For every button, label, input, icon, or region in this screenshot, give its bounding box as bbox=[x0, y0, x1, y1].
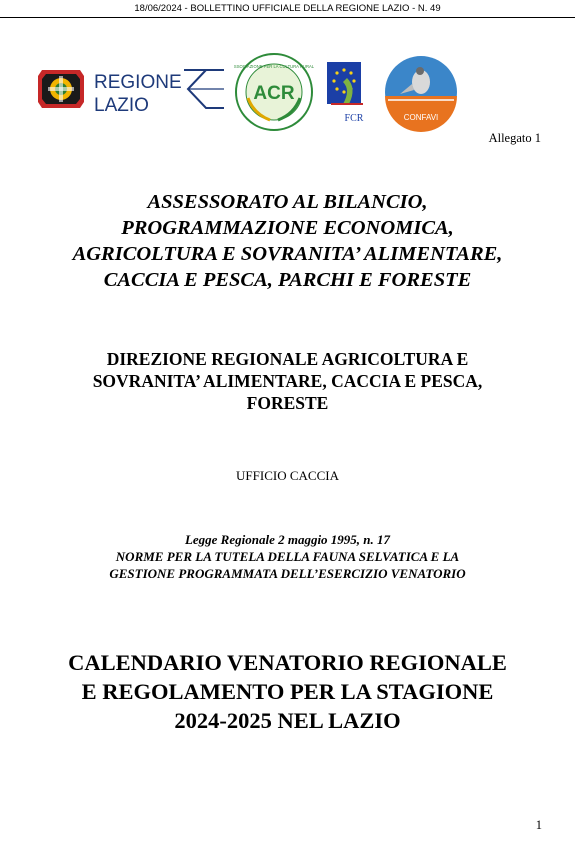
direzione-line: SOVRANITA’ ALIMENTARE, CACCIA E PESCA, bbox=[92, 371, 483, 391]
acr-logo bbox=[234, 52, 314, 132]
allegato-label: Allegato 1 bbox=[488, 131, 541, 145]
direzione-heading bbox=[0, 348, 575, 414]
direzione-line: DIREZIONE REGIONALE AGRICOLTURA E bbox=[106, 349, 469, 369]
assessorato-line: PROGRAMMAZIONE ECONOMICA, bbox=[121, 217, 454, 239]
legge-line: NORME PER LA TUTELA DELLA FAUNA SELVATICA E LA bbox=[115, 549, 460, 564]
confavi-logo-text: CONFAVI bbox=[403, 113, 439, 122]
assessorato-heading bbox=[0, 189, 575, 293]
document-title bbox=[0, 648, 575, 735]
assessorato-line: CACCIA E PESCA, PARCHI E FORESTE bbox=[103, 269, 472, 291]
fcr-logo-text: FCR bbox=[344, 113, 364, 124]
page-number: 1 bbox=[535, 818, 542, 832]
legge-reference bbox=[0, 531, 575, 582]
confavi-logo bbox=[382, 54, 460, 132]
fcr-logo bbox=[321, 58, 373, 128]
acr-ring-text: ASSOCIAZIONE PER LA CULTURA RURALE bbox=[234, 64, 314, 69]
legge-line: Legge Regionale 2 maggio 1995, n. 17 bbox=[184, 532, 391, 547]
bulletin-header: 18/06/2024 - BOLLETTINO UFFICIALE DELLA REGIONE LAZIO - N. 49 bbox=[0, 0, 575, 18]
assessorato-line: AGRICOLTURA E SOVRANITA’ ALIMENTARE, bbox=[72, 243, 503, 265]
assessorato-line: ASSESSORATO AL BILANCIO, bbox=[147, 191, 428, 213]
acr-logo-text: ACR bbox=[253, 83, 295, 104]
legge-line: GESTIONE PROGRAMMATA DELL’ESERCIZIO VENATORIO bbox=[109, 566, 466, 581]
ufficio-heading: UFFICIO CACCIA bbox=[236, 468, 339, 483]
regione-lazio-crest-icon bbox=[38, 70, 84, 108]
regione-logo-line2: LAZIO bbox=[94, 95, 149, 114]
title-line: E REGOLAMENTO PER LA STAGIONE bbox=[81, 679, 494, 704]
logo-row bbox=[38, 52, 468, 132]
title-line: 2024-2025 NEL LAZIO bbox=[174, 708, 401, 733]
title-line: CALENDARIO VENATORIO REGIONALE bbox=[68, 650, 507, 675]
regione-lazio-logo bbox=[38, 64, 228, 114]
regione-logo-line1: REGIONE bbox=[94, 72, 182, 93]
direzione-line: FORESTE bbox=[246, 393, 329, 413]
